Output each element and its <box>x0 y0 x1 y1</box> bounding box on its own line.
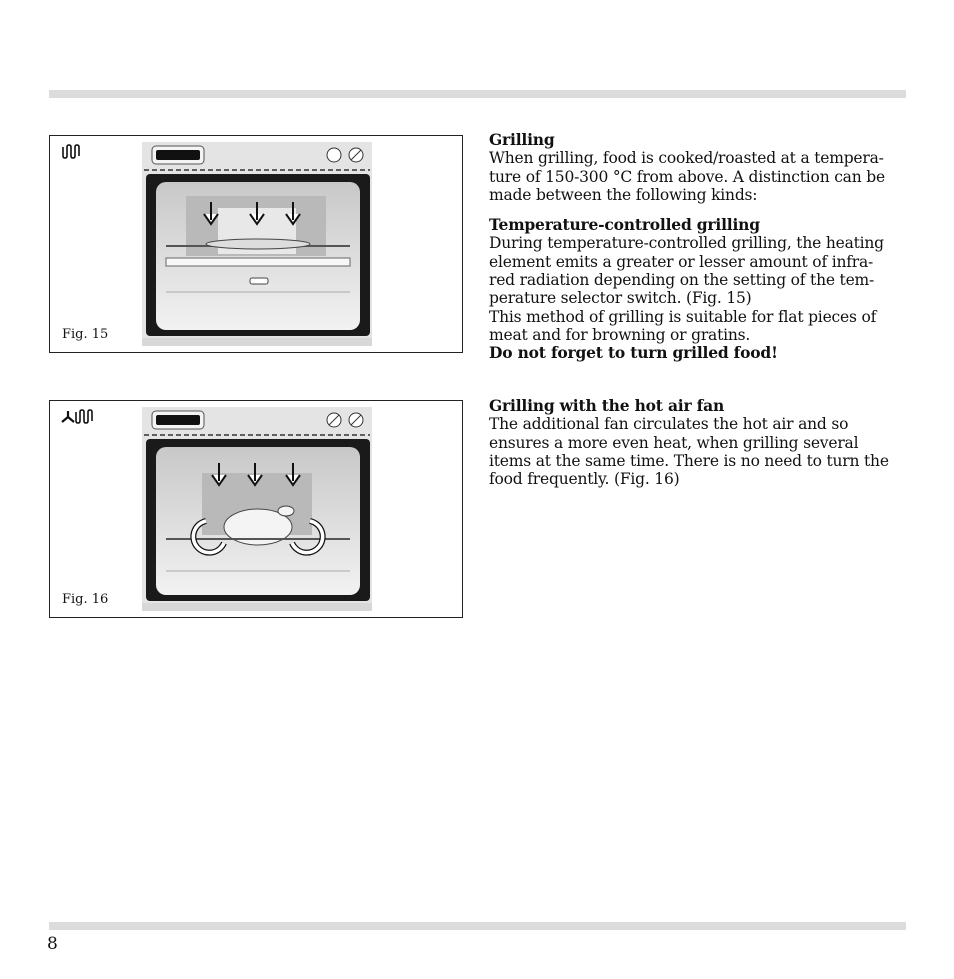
body-line: meat and for browning or gratins. <box>489 325 751 344</box>
oven-illustration <box>142 407 374 611</box>
fan-grill-icon <box>60 409 100 425</box>
figure-15 <box>49 135 463 353</box>
body-line: made between the following kinds: <box>489 185 758 204</box>
temperature-controlled-heading: Temperature-controlled grilling <box>489 215 760 235</box>
body-line: items at the same time. There is no need to turn the <box>489 451 889 470</box>
oven-illustration <box>142 142 374 346</box>
page-number: 8 <box>47 934 58 954</box>
body-line: This method of grilling is suitable for flat pieces of <box>489 307 877 326</box>
hot-air-fan-section <box>489 397 909 488</box>
body-line: The additional fan circulates the hot air and so <box>489 415 849 434</box>
body-line: element emits a greater or lesser amount of infra- <box>489 252 874 271</box>
body-line: perature selector switch. (Fig. 15) <box>489 289 752 308</box>
body-line: food frequently. (Fig. 16) <box>489 470 680 489</box>
grilling-section <box>489 131 909 363</box>
figure-caption: Fig. 16 <box>62 592 109 607</box>
grill-icon <box>60 144 90 160</box>
body-line: ture of 150-300 °C from above. A distinction can be <box>489 167 885 186</box>
body-line: red radiation depending on the setting of the tem- <box>489 271 875 290</box>
body-line: ensures a more even heat, when grilling several <box>489 433 859 452</box>
top-rule <box>49 90 906 98</box>
hot-air-fan-heading: Grilling with the hot air fan <box>489 396 725 415</box>
grilling-heading: Grilling <box>489 130 555 149</box>
bottom-rule <box>49 922 906 930</box>
body-line: When grilling, food is cooked/roasted at a tempera- <box>489 149 884 168</box>
warning-text: Do not forget to turn grilled food! <box>489 343 778 363</box>
figure-caption: Fig. 15 <box>62 327 109 342</box>
figure-16 <box>49 400 463 618</box>
body-line: During temperature-controlled grilling, the heating <box>489 234 884 253</box>
